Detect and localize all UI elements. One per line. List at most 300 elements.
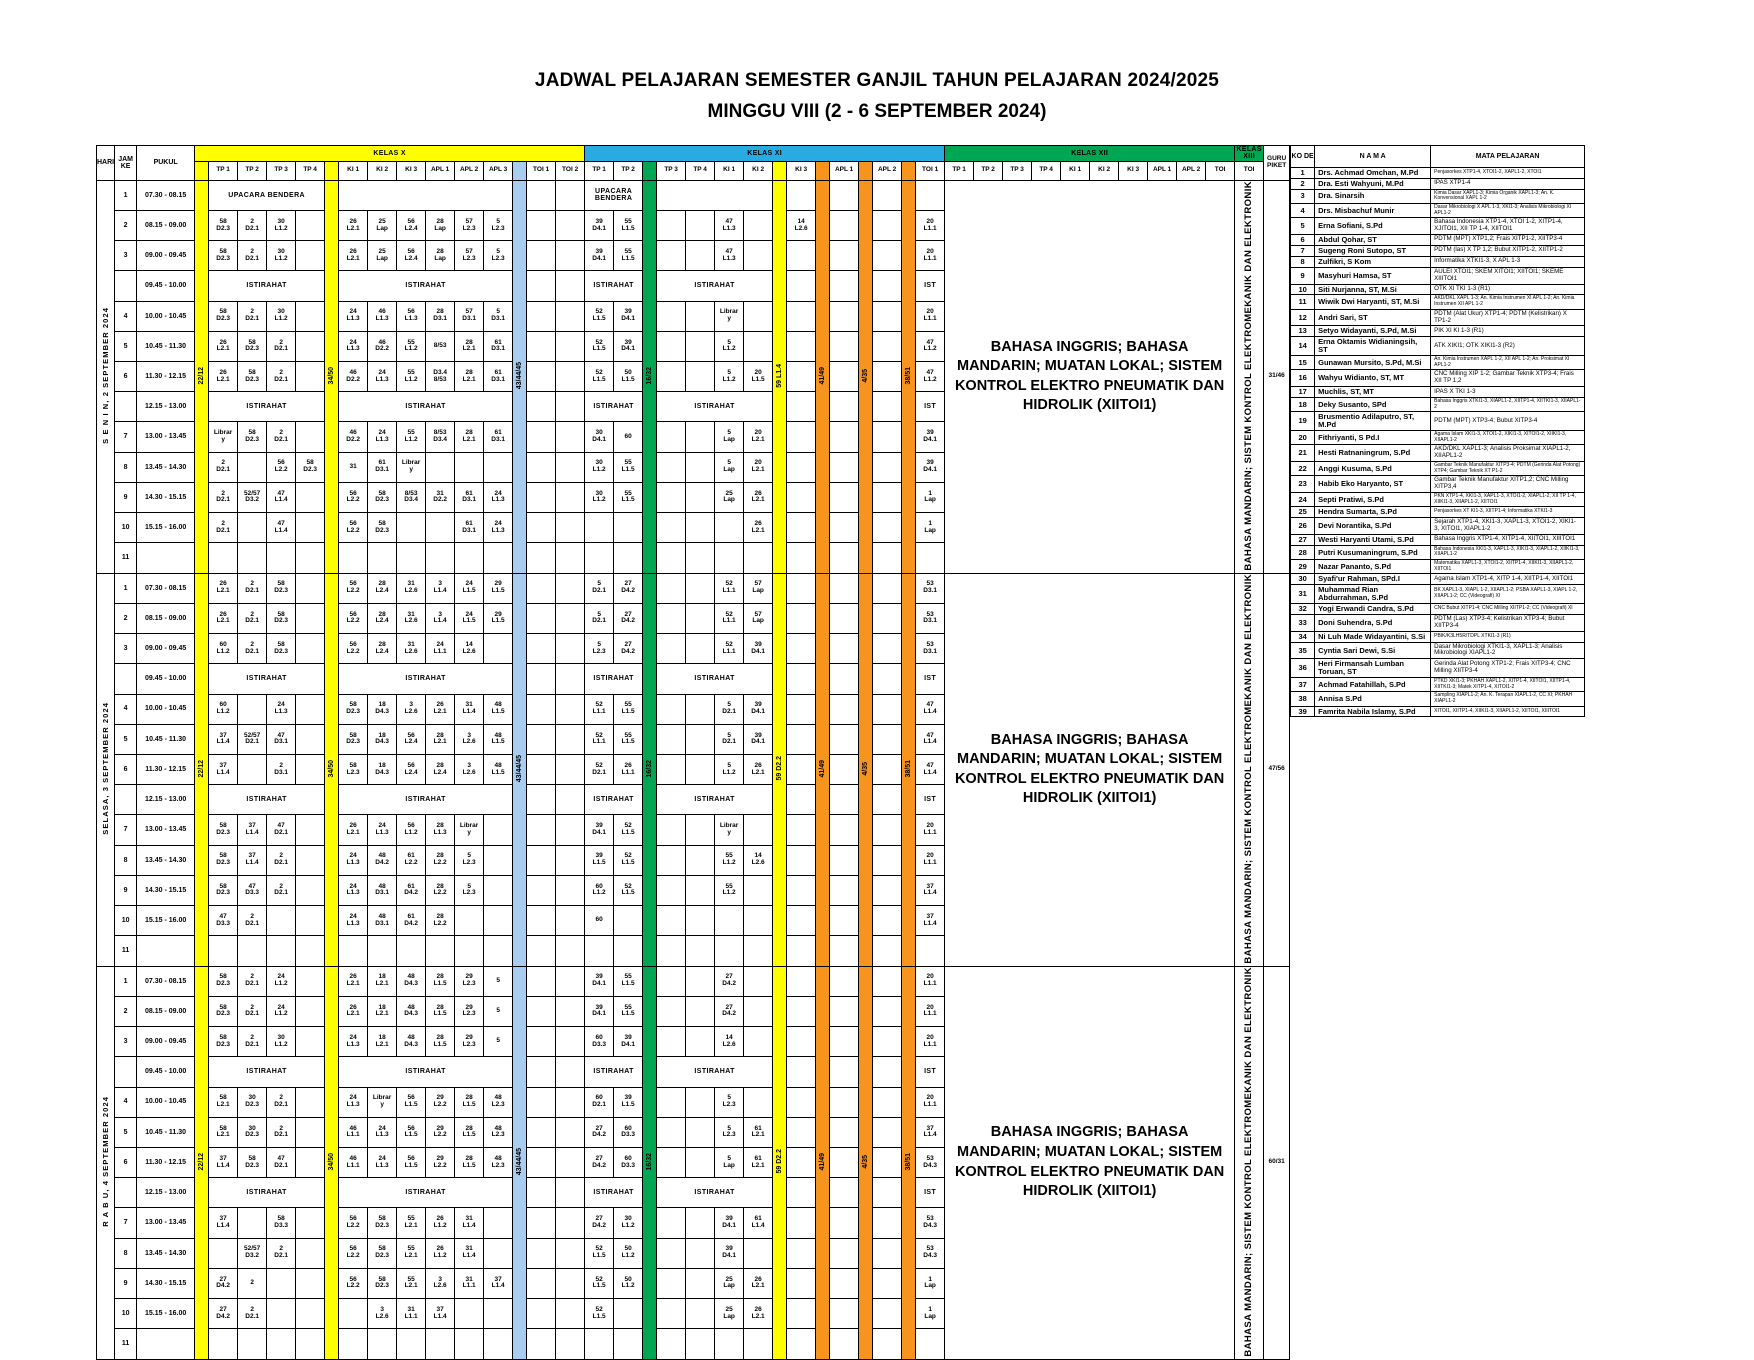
slot-x-tp1[interactable]: 26 L2.1 (209, 331, 238, 361)
slot-xi-apl2[interactable] (873, 875, 902, 905)
slot-xi-toi1[interactable]: 47 L1.2 (916, 362, 945, 392)
slot-x-toi2[interactable] (556, 1147, 585, 1177)
slot-xi-tp3[interactable] (657, 1238, 686, 1268)
teacher-row[interactable] (1291, 614, 1585, 631)
slot-x-ki3[interactable]: 55 L1.2 (397, 422, 426, 452)
slot-xi-tp3[interactable] (657, 1208, 686, 1238)
slot-x-apl1[interactable]: 8/53 (426, 331, 455, 361)
slot-x-apl3[interactable]: 29 L1.5 (484, 573, 513, 603)
slot-xi-tp3[interactable] (657, 694, 686, 724)
teacher-row[interactable] (1291, 476, 1585, 493)
slot-x-tp2[interactable]: 30 D2.3 (238, 1087, 267, 1117)
slot-x-toi2[interactable] (556, 513, 585, 543)
teacher-row[interactable] (1291, 518, 1585, 535)
slot-x-toi2[interactable] (556, 906, 585, 936)
slot-xi-ki2[interactable] (744, 331, 773, 361)
slot-x-tp4[interactable] (296, 724, 325, 754)
slot-x-tp2[interactable] (238, 694, 267, 724)
slot-x-toi2[interactable] (556, 1087, 585, 1117)
slot-x-apl1[interactable]: 8/53 D3.4 (426, 422, 455, 452)
slot-xi-ki3[interactable] (787, 936, 816, 966)
slot-x-ki1[interactable]: 24 L1.3 (339, 845, 368, 875)
slot-xi-tp2[interactable]: 39 L1.5 (614, 1087, 643, 1117)
slot-xi-toi1[interactable]: 37 L1.4 (916, 1117, 945, 1147)
slot-x-apl2[interactable]: 57 D3.1 (455, 301, 484, 331)
slot-x-toi1[interactable] (527, 1147, 556, 1177)
slot-x-tp2[interactable]: 58 D2.3 (238, 1147, 267, 1177)
slot-x-tp1[interactable]: 2 D2.1 (209, 452, 238, 482)
slot-x-apl3[interactable]: 61 D3.1 (484, 331, 513, 361)
slot-xi-ki2[interactable] (744, 1329, 773, 1359)
slot-xi-ki2[interactable] (744, 815, 773, 845)
slot-x-apl2[interactable]: 28 L2.1 (455, 362, 484, 392)
slot-xi-ki2[interactable] (744, 301, 773, 331)
slot-xi-toi1[interactable]: 20 L1.1 (916, 966, 945, 996)
slot-xi-tp2[interactable]: 27 D4.2 (614, 573, 643, 603)
slot-x-apl3[interactable]: 24 L1.3 (484, 513, 513, 543)
slot-xi-tp3[interactable] (657, 906, 686, 936)
slot-xi-tp4[interactable] (686, 422, 715, 452)
slot-x-apl2[interactable]: 5 L2.3 (455, 845, 484, 875)
slot-x-tp4[interactable] (296, 1299, 325, 1329)
slot-xi-ki3[interactable] (787, 815, 816, 845)
slot-xi-tp3[interactable] (657, 603, 686, 633)
slot-x-tp4[interactable] (296, 331, 325, 361)
slot-x-toi1[interactable] (527, 936, 556, 966)
slot-x-toi1[interactable] (527, 482, 556, 512)
slot-xi-tp2[interactable]: 52 L1.5 (614, 875, 643, 905)
slot-x-ki3[interactable]: 61 D4.2 (397, 875, 426, 905)
slot-xi-tp1[interactable]: 5 D2.1 (585, 603, 614, 633)
slot-x-ki2[interactable]: 46 D2.2 (368, 331, 397, 361)
slot-xi-toi1[interactable]: 20 L1.1 (916, 1027, 945, 1057)
slot-xi-tp4[interactable] (686, 1117, 715, 1147)
slot-xi-toi1[interactable]: 20 L1.1 (916, 815, 945, 845)
slot-x-toi2[interactable] (556, 966, 585, 996)
slot-xi-ki2[interactable] (744, 1238, 773, 1268)
slot-xi-toi1[interactable]: 20 L1.1 (916, 301, 945, 331)
slot-x-apl3[interactable]: 5 D3.1 (484, 301, 513, 331)
teacher-row[interactable] (1291, 706, 1585, 717)
slot-xi-tp4[interactable] (686, 331, 715, 361)
slot-x-toi1[interactable] (527, 1268, 556, 1298)
slot-x-ki1[interactable] (339, 1299, 368, 1329)
slot-x-ki1[interactable]: 46 D2.2 (339, 422, 368, 452)
slot-xi-ki3[interactable] (787, 301, 816, 331)
slot-x-tp4[interactable] (296, 694, 325, 724)
slot-x-tp4[interactable] (296, 634, 325, 664)
slot-xi-apl2[interactable] (873, 996, 902, 1026)
slot-xi-ki1[interactable]: 52 L1.1 (715, 573, 744, 603)
slot-x-toi1[interactable] (527, 603, 556, 633)
slot-x-tp2[interactable]: 2 D2.1 (238, 210, 267, 240)
slot-x-ki2[interactable]: 24 L1.3 (368, 1117, 397, 1147)
slot-xi-tp1[interactable]: 30 L1.2 (585, 482, 614, 512)
slot-xi-apl1[interactable] (830, 815, 859, 845)
slot-x-tp3[interactable]: 2 D2.1 (267, 1238, 296, 1268)
slot-x-tp2[interactable] (238, 543, 267, 573)
slot-x-apl2[interactable]: 28 L2.1 (455, 422, 484, 452)
slot-x-ki3[interactable]: 31 L2.6 (397, 603, 426, 633)
slot-x-ki1[interactable]: 56 L2.2 (339, 603, 368, 633)
slot-x-ki2[interactable] (368, 936, 397, 966)
slot-xi-toi1[interactable]: 20 L1.1 (916, 1087, 945, 1117)
slot-xi-apl2[interactable] (873, 603, 902, 633)
slot-x-apl1[interactable]: 28 L1.5 (426, 966, 455, 996)
slot-xi-ki1[interactable]: 39 D4.1 (715, 1238, 744, 1268)
slot-x-tp1[interactable]: 47 D3.3 (209, 906, 238, 936)
slot-x-tp3[interactable] (267, 1268, 296, 1298)
slot-x-ki1[interactable]: 56 L2.2 (339, 634, 368, 664)
slot-x-ki2[interactable]: 18 L2.1 (368, 966, 397, 996)
slot-xi-tp4[interactable] (686, 724, 715, 754)
slot-xi-ki1[interactable]: 55 L1.2 (715, 875, 744, 905)
slot-xi-tp1[interactable]: 5 D2.1 (585, 573, 614, 603)
slot-x-tp4[interactable] (296, 543, 325, 573)
slot-xi-tp4[interactable] (686, 603, 715, 633)
slot-x-tp3[interactable]: 47 D2.1 (267, 815, 296, 845)
slot-x-tp2[interactable]: 2 D2.1 (238, 603, 267, 633)
slot-xi-tp2[interactable]: 50 L1.2 (614, 1268, 643, 1298)
slot-x-tp1[interactable]: 58 D2.3 (209, 875, 238, 905)
slot-x-toi2[interactable] (556, 1238, 585, 1268)
slot-x-tp2[interactable]: 2 D2.1 (238, 1299, 267, 1329)
slot-x-ki3[interactable]: 56 L2.4 (397, 210, 426, 240)
slot-xi-ki1[interactable]: 14 L2.6 (715, 1027, 744, 1057)
slot-x-toi2[interactable] (556, 452, 585, 482)
slot-xi-tp4[interactable] (686, 845, 715, 875)
teacher-row[interactable] (1291, 545, 1585, 559)
slot-xi-tp4[interactable] (686, 1299, 715, 1329)
slot-x-toi1[interactable] (527, 241, 556, 271)
slot-x-toi1[interactable] (527, 1329, 556, 1359)
slot-xi-ki1[interactable]: 47 L1.3 (715, 210, 744, 240)
slot-xi-tp4[interactable] (686, 1087, 715, 1117)
teacher-row[interactable] (1291, 356, 1585, 370)
slot-x-apl2[interactable]: Librar y (455, 815, 484, 845)
slot-xi-ki2[interactable] (744, 875, 773, 905)
slot-x-tp4[interactable]: 58 D2.3 (296, 452, 325, 482)
slot-xi-tp4[interactable] (686, 1208, 715, 1238)
slot-xi-tp1[interactable]: 30 L1.2 (585, 452, 614, 482)
slot-x-toi2[interactable] (556, 694, 585, 724)
slot-xi-tp3[interactable] (657, 573, 686, 603)
slot-x-tp4[interactable] (296, 422, 325, 452)
slot-xi-tp3[interactable] (657, 1268, 686, 1298)
slot-x-toi2[interactable] (556, 1117, 585, 1147)
slot-xi-apl1[interactable] (830, 1208, 859, 1238)
slot-x-toi2[interactable] (556, 301, 585, 331)
slot-x-toi2[interactable] (556, 664, 585, 694)
slot-x-apl3[interactable] (484, 543, 513, 573)
slot-x-ki1[interactable]: 56 L2.2 (339, 1268, 368, 1298)
slot-x-apl2[interactable]: 29 L2.3 (455, 996, 484, 1026)
slot-x-toi1[interactable] (527, 785, 556, 815)
slot-x-toi1[interactable] (527, 1027, 556, 1057)
slot-x-apl2[interactable]: 24 L1.5 (455, 573, 484, 603)
slot-xi-toi1[interactable] (916, 936, 945, 966)
slot-xi-tp3[interactable] (657, 513, 686, 543)
slot-xi-ki1[interactable] (715, 936, 744, 966)
slot-x-tp4[interactable] (296, 1147, 325, 1177)
slot-x-tp2[interactable]: 2 D2.1 (238, 241, 267, 271)
slot-xi-ki1[interactable] (715, 513, 744, 543)
slot-xi-toi1[interactable]: 39 D4.1 (916, 422, 945, 452)
slot-xi-tp3[interactable] (657, 966, 686, 996)
slot-xi-apl2[interactable] (873, 1208, 902, 1238)
slot-xi-apl1[interactable] (830, 966, 859, 996)
slot-x-toi2[interactable] (556, 331, 585, 361)
slot-x-tp3[interactable] (267, 906, 296, 936)
slot-xi-toi1[interactable]: 53 D3.1 (916, 634, 945, 664)
teacher-row[interactable] (1291, 256, 1585, 267)
teacher-row[interactable] (1291, 692, 1585, 706)
slot-xi-apl1[interactable] (830, 210, 859, 240)
slot-xi-ki2[interactable] (744, 543, 773, 573)
slot-x-apl2[interactable]: 31 L1.4 (455, 1208, 484, 1238)
slot-xi-apl1[interactable] (830, 180, 859, 210)
slot-x-ki3[interactable]: 31 L2.6 (397, 634, 426, 664)
slot-xi-ki1[interactable]: Librar y (715, 301, 744, 331)
slot-x-ki3[interactable]: 48 D4.3 (397, 966, 426, 996)
slot-x-tp1[interactable]: 60 L1.2 (209, 694, 238, 724)
slot-xi-tp1[interactable]: 52 L1.5 (585, 331, 614, 361)
slot-xi-ki2[interactable]: 26 L2.1 (744, 1299, 773, 1329)
slot-x-ki3[interactable]: 48 D4.3 (397, 996, 426, 1026)
slot-x-toi2[interactable] (556, 1027, 585, 1057)
slot-xi-ki3[interactable] (787, 724, 816, 754)
slot-xi-ki3[interactable] (787, 1299, 816, 1329)
slot-xi-toi1[interactable]: 1 Lap (916, 482, 945, 512)
slot-x-toi1[interactable] (527, 1087, 556, 1117)
slot-xi-ki2[interactable]: 26 L2.1 (744, 482, 773, 512)
slot-x-tp3[interactable] (267, 1299, 296, 1329)
slot-x-toi2[interactable] (556, 422, 585, 452)
slot-xi-tp2[interactable] (614, 906, 643, 936)
teacher-row[interactable] (1291, 370, 1585, 387)
slot-xi-apl1[interactable] (830, 543, 859, 573)
slot-x-ki1[interactable]: 46 L1.1 (339, 1117, 368, 1147)
slot-x-apl1[interactable]: 28 L2.4 (426, 754, 455, 784)
slot-x-ki3[interactable]: Librar y (397, 452, 426, 482)
slot-xi-tp1[interactable] (585, 513, 614, 543)
slot-x-apl3[interactable]: 48 L2.3 (484, 1117, 513, 1147)
slot-x-toi2[interactable] (556, 573, 585, 603)
slot-x-tp3[interactable]: 2 D2.1 (267, 1087, 296, 1117)
slot-xi-toi1[interactable]: 37 L1.4 (916, 906, 945, 936)
slot-x-ki1[interactable]: 26 L2.1 (339, 966, 368, 996)
slot-xi-apl2[interactable] (873, 210, 902, 240)
slot-xi-tp1[interactable]: 39 D4.1 (585, 996, 614, 1026)
slot-x-apl1[interactable]: 29 L2.2 (426, 1087, 455, 1117)
slot-x-ki1[interactable]: 26 L2.1 (339, 815, 368, 845)
slot-x-ki2[interactable]: 25 Lap (368, 210, 397, 240)
slot-x-ki2[interactable]: 58 D2.3 (368, 513, 397, 543)
slot-x-toi1[interactable] (527, 331, 556, 361)
slot-xi-tp1[interactable]: 52 L1.5 (585, 1299, 614, 1329)
slot-xi-apl1[interactable] (830, 1299, 859, 1329)
slot-x-ki3[interactable] (397, 543, 426, 573)
slot-xi-ki1[interactable]: 5 D2.1 (715, 724, 744, 754)
slot-xi-apl1[interactable] (830, 482, 859, 512)
slot-x-tp2[interactable]: 58 D2.3 (238, 362, 267, 392)
slot-xi-apl1[interactable] (830, 1117, 859, 1147)
slot-xi-apl1[interactable] (830, 1268, 859, 1298)
slot-xi-apl2[interactable] (873, 1299, 902, 1329)
slot-xi-toi1[interactable]: 47 L1.4 (916, 694, 945, 724)
slot-x-apl3[interactable] (484, 906, 513, 936)
teacher-row[interactable] (1291, 430, 1585, 444)
slot-xi-tp1[interactable]: 30 D4.1 (585, 422, 614, 452)
slot-x-toi2[interactable] (556, 634, 585, 664)
slot-x-ki1[interactable]: 56 L2.2 (339, 482, 368, 512)
slot-x-toi1[interactable] (527, 1238, 556, 1268)
slot-x-apl1[interactable]: 28 L2.2 (426, 906, 455, 936)
slot-xi-tp2[interactable]: 55 L1.5 (614, 966, 643, 996)
slot-xi-toi1[interactable] (916, 1329, 945, 1359)
slot-x-tp3[interactable] (267, 543, 296, 573)
slot-x-tp3[interactable]: 58 D2.3 (267, 603, 296, 633)
slot-x-ki3[interactable]: 56 L2.4 (397, 724, 426, 754)
teacher-row[interactable] (1291, 218, 1585, 235)
slot-xi-apl2[interactable] (873, 362, 902, 392)
slot-x-apl1[interactable]: 29 L2.2 (426, 1147, 455, 1177)
slot-xi-tp1[interactable]: 39 D4.1 (585, 815, 614, 845)
slot-xi-tp4[interactable] (686, 754, 715, 784)
slot-x-toi1[interactable] (527, 180, 556, 210)
slot-x-tp1[interactable] (209, 1238, 238, 1268)
slot-xi-tp1[interactable]: 60 L1.2 (585, 875, 614, 905)
slot-x-toi1[interactable] (527, 845, 556, 875)
slot-xi-ki2[interactable]: 14 L2.6 (744, 845, 773, 875)
slot-xi-ki3[interactable] (787, 482, 816, 512)
slot-xi-tp2[interactable]: 55 L1.5 (614, 482, 643, 512)
slot-xi-apl2[interactable] (873, 634, 902, 664)
slot-x-tp1[interactable]: 58 D2.3 (209, 815, 238, 845)
slot-x-ki1[interactable]: 56 L2.2 (339, 1238, 368, 1268)
slot-xi-tp2[interactable]: 39 D4.1 (614, 331, 643, 361)
slot-xi-ki1[interactable]: 52 L1.1 (715, 634, 744, 664)
slot-x-toi1[interactable] (527, 996, 556, 1026)
teacher-row[interactable] (1291, 585, 1585, 604)
slot-xi-apl1[interactable] (830, 331, 859, 361)
slot-x-ki3[interactable] (397, 513, 426, 543)
slot-x-apl1[interactable]: 24 L1.1 (426, 634, 455, 664)
slot-xi-ki1[interactable]: 5 L2.3 (715, 1117, 744, 1147)
slot-x-tp3[interactable]: 2 D2.1 (267, 422, 296, 452)
slot-xi-ki2[interactable] (744, 210, 773, 240)
slot-xi-tp4[interactable] (686, 694, 715, 724)
slot-xi-tp4[interactable] (686, 1238, 715, 1268)
slot-x-ki2[interactable]: 24 L1.3 (368, 815, 397, 845)
slot-xi-apl1[interactable] (830, 452, 859, 482)
slot-xi-tp2[interactable] (614, 543, 643, 573)
slot-xi-tp3[interactable] (657, 482, 686, 512)
teacher-row[interactable] (1291, 309, 1585, 326)
slot-x-apl1[interactable]: 3 L1.4 (426, 573, 455, 603)
slot-x-tp3[interactable] (267, 936, 296, 966)
slot-x-tp2[interactable] (238, 513, 267, 543)
slot-xi-tp4[interactable] (686, 634, 715, 664)
slot-xi-ki3[interactable] (787, 1027, 816, 1057)
slot-x-toi1[interactable] (527, 271, 556, 301)
slot-x-tp1[interactable]: Librar y (209, 422, 238, 452)
slot-xi-tp1[interactable]: 52 L1.1 (585, 694, 614, 724)
slot-xi-apl1[interactable] (830, 1027, 859, 1057)
slot-x-ki2[interactable]: 28 L2.4 (368, 603, 397, 633)
slot-xi-apl2[interactable] (873, 573, 902, 603)
slot-x-toi2[interactable] (556, 362, 585, 392)
teacher-row[interactable] (1291, 412, 1585, 431)
teacher-row[interactable] (1291, 189, 1585, 203)
slot-x-tp1[interactable]: 37 L1.4 (209, 754, 238, 784)
slot-x-tp2[interactable] (238, 452, 267, 482)
slot-x-tp4[interactable] (296, 482, 325, 512)
slot-x-toi1[interactable] (527, 513, 556, 543)
slot-x-apl3[interactable]: 48 L2.3 (484, 1087, 513, 1117)
slot-x-ki1[interactable]: 56 L2.2 (339, 573, 368, 603)
slot-x-ki1[interactable]: 58 L2.3 (339, 754, 368, 784)
slot-x-ki1[interactable]: 56 L2.2 (339, 1208, 368, 1238)
slot-x-apl3[interactable]: 48 L1.5 (484, 754, 513, 784)
slot-x-ki1[interactable]: 58 D2.3 (339, 694, 368, 724)
slot-xi-ki2[interactable]: 61 L2.1 (744, 1147, 773, 1177)
slot-xi-tp3[interactable] (657, 936, 686, 966)
slot-x-tp4[interactable] (296, 845, 325, 875)
slot-x-tp4[interactable] (296, 1027, 325, 1057)
slot-x-ki2[interactable]: 48 D3.1 (368, 875, 397, 905)
slot-xi-tp4[interactable] (686, 966, 715, 996)
slot-x-ki2[interactable]: 3 L2.6 (368, 1299, 397, 1329)
slot-xi-ki1[interactable] (715, 543, 744, 573)
slot-x-toi1[interactable] (527, 754, 556, 784)
slot-xi-apl2[interactable] (873, 936, 902, 966)
slot-xi-apl2[interactable] (873, 906, 902, 936)
slot-xi-tp1[interactable]: 52 L1.5 (585, 1268, 614, 1298)
slot-xi-ki3[interactable] (787, 754, 816, 784)
slot-xi-toi1[interactable]: 20 L1.1 (916, 845, 945, 875)
slot-xi-toi1[interactable] (916, 543, 945, 573)
teacher-row[interactable] (1291, 678, 1585, 692)
slot-xi-ki2[interactable] (744, 1027, 773, 1057)
slot-x-tp3[interactable]: 30 L1.2 (267, 241, 296, 271)
slot-xi-tp1[interactable]: 39 D4.1 (585, 210, 614, 240)
slot-xi-ki3[interactable] (787, 180, 816, 210)
slot-xi-tp1[interactable] (585, 1329, 614, 1359)
slot-xi-apl1[interactable] (830, 1087, 859, 1117)
slot-x-toi1[interactable] (527, 422, 556, 452)
slot-xi-tp4[interactable] (686, 513, 715, 543)
slot-xi-tp1[interactable]: 27 D4.2 (585, 1208, 614, 1238)
slot-x-tp1[interactable]: 26 L2.1 (209, 362, 238, 392)
slot-xi-tp3[interactable] (657, 1117, 686, 1147)
slot-xi-ki2[interactable] (744, 241, 773, 271)
slot-xi-apl1[interactable] (830, 1329, 859, 1359)
slot-x-toi2[interactable] (556, 210, 585, 240)
slot-xi-tp3[interactable] (657, 1027, 686, 1057)
slot-x-ki2[interactable]: 46 L1.3 (368, 301, 397, 331)
slot-xi-tp1[interactable]: 52 L1.5 (585, 362, 614, 392)
slot-xi-apl2[interactable] (873, 1238, 902, 1268)
slot-x-apl2[interactable]: 5 L2.3 (455, 875, 484, 905)
slot-xi-ki2[interactable]: 20 L2.1 (744, 452, 773, 482)
slot-xi-tp4[interactable] (686, 1027, 715, 1057)
slot-x-tp1[interactable]: 2 D2.1 (209, 482, 238, 512)
slot-x-apl1[interactable]: 26 L1.2 (426, 1208, 455, 1238)
slot-xi-apl2[interactable] (873, 1117, 902, 1147)
slot-x-ki1[interactable]: 26 L2.1 (339, 241, 368, 271)
slot-xi-ki1[interactable]: 47 L1.3 (715, 241, 744, 271)
